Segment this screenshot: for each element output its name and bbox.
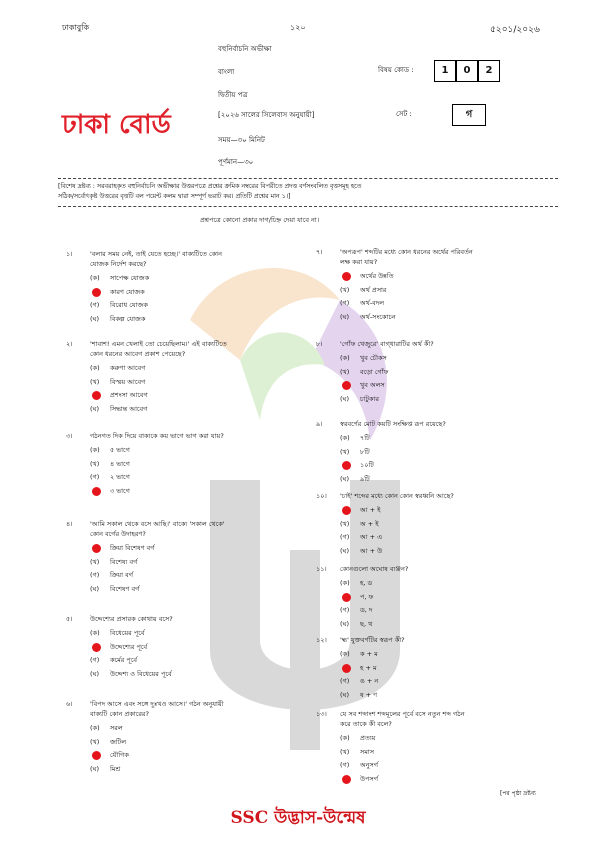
option-text: অর্থের উন্নতি xyxy=(360,272,394,280)
option-letter[interactable]: (ঘ) xyxy=(90,669,100,678)
option-letter[interactable]: (গ) xyxy=(340,677,350,685)
question-text: লক্ষ করা যায়? xyxy=(340,258,378,266)
option-letter[interactable]: (ক) xyxy=(90,364,100,372)
question-number: ১০। xyxy=(316,492,327,500)
answer-bubble-filled[interactable] xyxy=(342,381,351,390)
option-letter[interactable]: (গ) xyxy=(340,761,350,769)
option-letter[interactable]: (ক) xyxy=(90,724,100,732)
option-letter[interactable]: (ঘ) xyxy=(90,404,100,413)
paper-name: দ্বিতীয় পত্র xyxy=(218,91,248,99)
answer-bubble-filled[interactable] xyxy=(342,664,351,673)
option-text: অনুসর্গ xyxy=(360,761,379,769)
subject-code-label: বিষয় কোড : xyxy=(378,66,414,74)
option-letter[interactable]: (খ) xyxy=(90,459,100,468)
question-number: ২। xyxy=(66,340,73,348)
question-number: ৯। xyxy=(316,420,323,428)
option-letter[interactable]: (গ) xyxy=(340,299,350,307)
option-text: হ + ম xyxy=(360,663,377,672)
subject-code-digit: 0 xyxy=(456,60,478,82)
option-text: ড, দ xyxy=(360,606,373,614)
question-text: 'বলার সময় নেই, তাই যেতে হচ্ছে।' বাক্যটিতে কোন xyxy=(90,250,222,258)
subject-code-digit: 2 xyxy=(478,60,500,82)
option-text: বিশেষ্য বর্গ xyxy=(110,557,138,566)
option-letter[interactable]: (খ) xyxy=(340,747,350,756)
option-text: অর্থ-সংকোচন xyxy=(360,312,396,321)
option-text: ৩ ভাগে xyxy=(110,486,130,495)
question-number: ৮। xyxy=(316,340,323,348)
option-text: কারণ যোজক xyxy=(110,287,145,296)
option-letter[interactable]: (ক) xyxy=(340,434,350,442)
option-letter[interactable]: (ঘ) xyxy=(340,474,350,483)
answer-bubble-filled[interactable] xyxy=(92,751,101,760)
option-text: আ + ই xyxy=(360,506,381,514)
option-text: আ + উ xyxy=(360,546,383,555)
question-text: 'গোঁফ খেজুরে' বাগ্‌ধারাটির অর্থ কী? xyxy=(340,340,434,348)
option-letter[interactable]: (খ) xyxy=(340,367,350,376)
option-letter[interactable]: (ঘ) xyxy=(340,619,350,628)
answer-bubble-filled[interactable] xyxy=(342,272,351,281)
page-number: ১২০ xyxy=(290,23,306,32)
option-letter[interactable]: (ঘ) xyxy=(340,394,350,403)
header-left: ঢাকাবুকি xyxy=(62,23,90,32)
question-text: 'বিপদ আসে এবং সঙ্গে দুঃখও আসে।' গঠন অনুযায়ী xyxy=(90,700,224,708)
option-text: বিশেষণ বর্গ xyxy=(110,584,140,593)
option-letter[interactable]: (খ) xyxy=(340,519,350,528)
set-label: সেট : xyxy=(396,110,412,118)
option-text: ৪ ভাগে xyxy=(110,459,130,468)
option-text: ক্রিয়া বর্গ xyxy=(110,571,133,579)
option-text: খুব অলস xyxy=(360,381,385,389)
question-number: ১১। xyxy=(316,565,327,573)
subject-code-digit: 1 xyxy=(434,60,456,82)
option-text: সরল xyxy=(110,724,123,732)
question-number: ১২। xyxy=(316,636,327,644)
answer-bubble-filled[interactable] xyxy=(92,487,101,496)
question-text: উদ্দেশ্যের প্রসারক কোথায় বসে? xyxy=(90,615,173,623)
option-letter[interactable]: (ঘ) xyxy=(90,764,100,773)
question-text: কোন ধরনের আবেগ প্রকাশ পেয়েছে? xyxy=(90,350,186,358)
question-number: ৩। xyxy=(66,432,73,440)
brand-footer: SSC উদ্ভাস-উন্মেষ xyxy=(230,808,366,828)
option-text: জটিল xyxy=(110,737,127,746)
answer-bubble-filled[interactable] xyxy=(92,391,101,400)
divider xyxy=(58,206,558,207)
question-text: 'অপরূপ' শব্দটির মধ্যে কোন ধরনের অর্থের পরিবর্তন xyxy=(340,248,473,256)
option-text: অর্থ প্রসার xyxy=(360,285,387,294)
question-text: 'শাবাশ! এমন খেলাই তো চেয়েছিলাম।' এই বাক্যটিতে xyxy=(90,340,227,348)
option-text: ৫ ভাগে xyxy=(110,446,130,454)
option-letter[interactable]: (খ) xyxy=(340,447,350,456)
question-number: ৭। xyxy=(316,248,323,256)
option-letter[interactable]: (ঘ) xyxy=(340,312,350,321)
option-text: হ, ড xyxy=(360,579,373,587)
option-text: ক্রিয়া বিশেষণ বর্গ xyxy=(110,544,155,552)
option-text: মিশ্র xyxy=(110,764,121,773)
option-letter[interactable]: (গ) xyxy=(90,473,100,481)
syllabus-note: [২০২৬ সালের সিলেবাস অনুযায়ী] xyxy=(218,111,315,119)
instruction-notice xyxy=(58,182,558,202)
option-text: বিরোধ যোজক xyxy=(110,301,148,309)
question-number: ১৩। xyxy=(316,710,327,718)
option-text: ক + ম xyxy=(360,650,378,658)
answer-bubble-filled[interactable] xyxy=(92,288,101,297)
notice-line-2: সঠিক/সর্বোৎকৃষ্ট উত্তরের বৃত্তটি বল পয়েন্ট কলম দ্বারা সম্পূর্ণ ভরাট কর। প্রতিটি প্রশ্নের মান ১।] xyxy=(58,193,291,200)
option-text: অর্থ-বদল xyxy=(360,299,385,307)
answer-bubble-filled[interactable] xyxy=(342,775,351,784)
option-text: সাপেক্ষ যোজক xyxy=(110,274,150,282)
answer-bubble-filled[interactable] xyxy=(92,544,101,553)
option-text: খুব চৌকস xyxy=(360,354,387,362)
option-text: বিস্ময় আবেগ xyxy=(110,377,146,386)
option-letter[interactable]: (খ) xyxy=(90,377,100,386)
option-letter[interactable]: (ক) xyxy=(340,734,350,742)
answer-bubble-filled[interactable] xyxy=(342,593,351,602)
question-text: বাক্যটি কোন প্রকারের? xyxy=(90,710,149,718)
question-text: যে সব শব্দাংশ শব্দমূলের পূর্বে বসে নতুন শব্দ গঠন xyxy=(340,710,465,718)
option-text: উদ্দেশ্য ও বিধেয়ের পূর্বে xyxy=(110,669,172,678)
option-text: বিধেয়ের পূর্বে xyxy=(110,629,145,637)
option-text: সমাস xyxy=(360,747,375,756)
question-number: ৪। xyxy=(66,520,73,528)
board-title: ঢাকা বোর্ড xyxy=(62,110,171,140)
question-text: কোনগুলো অঘোষ ব্যঞ্জন? xyxy=(340,565,409,573)
option-letter[interactable]: (খ) xyxy=(90,737,100,746)
option-letter[interactable]: (ঘ) xyxy=(340,690,350,699)
option-text: প, ফ xyxy=(360,592,374,601)
subject-name: বাংলা xyxy=(218,68,235,76)
option-letter[interactable]: (খ) xyxy=(90,557,100,566)
option-letter[interactable]: (গ) xyxy=(90,571,100,579)
option-text: সিদ্ধান্ত আবেগ xyxy=(110,404,148,413)
watermark-logo xyxy=(150,230,460,750)
question-text: 'হ্ম' যুক্তবর্ণটির স্বরূপ কী? xyxy=(340,636,405,644)
option-text: উপসর্গ xyxy=(360,774,379,783)
option-text: যৌগিক xyxy=(110,751,129,759)
option-letter[interactable]: (ঘ) xyxy=(90,314,100,323)
option-text: ১০টি xyxy=(360,461,374,469)
option-text: প্রত্যয় xyxy=(360,734,376,742)
question-number: ১। xyxy=(66,250,73,258)
option-text: প্রশংসা আবেগ xyxy=(110,391,148,399)
option-letter[interactable]: (ক) xyxy=(90,446,100,454)
option-text: করুণা আবেগ xyxy=(110,364,146,372)
option-letter[interactable]: (ক) xyxy=(340,650,350,658)
answer-bubble-filled[interactable] xyxy=(342,461,351,470)
option-text: উদ্দেশ্যের পূর্বে xyxy=(110,642,148,651)
option-letter[interactable]: (ঘ) xyxy=(90,584,100,593)
question-text: স্বরবর্ণের মোট কয়টি সংক্ষিপ্ত রূপ রয়েছে? xyxy=(340,420,446,428)
option-text: চাটুকার xyxy=(360,394,379,403)
option-text: ৮টি xyxy=(360,447,370,456)
next-page-note: [পর পৃষ্ঠা দ্রষ্টব্য xyxy=(500,790,536,797)
option-text: ঙ + ন xyxy=(360,677,379,685)
option-text: ২ ভাগে xyxy=(110,473,130,481)
question-text: 'চাই' শব্দের মধ্যে কোন কোন স্বরধ্বনি আছে? xyxy=(340,492,454,500)
no-mark-warning: প্রশ্নপত্রে কোনো প্রকার দাগ/চিহ্ন দেয়া যাবে না। xyxy=(200,216,320,224)
option-text: অ + ই xyxy=(360,519,379,528)
question-text: যোজক নির্দেশ করছে? xyxy=(90,260,147,268)
option-letter[interactable]: (খ) xyxy=(340,285,350,294)
option-letter[interactable]: (ঘ) xyxy=(340,546,350,555)
option-letter[interactable]: (ক) xyxy=(340,579,350,587)
option-text: বড়ো গোঁফ xyxy=(360,367,389,376)
exam-code: ৫২০১/২০২৬ xyxy=(490,25,540,35)
option-letter[interactable]: (গ) xyxy=(90,656,100,664)
answer-bubble-filled[interactable] xyxy=(342,506,351,515)
full-marks: পূর্ণমান—৩০ xyxy=(218,158,254,166)
option-letter[interactable]: (গ) xyxy=(340,606,350,614)
question-text: কোন বর্গের উদাহরণ? xyxy=(90,530,146,538)
divider xyxy=(58,178,558,179)
option-letter[interactable]: (গ) xyxy=(340,533,350,541)
option-text: আ + এ xyxy=(360,533,383,541)
question-text: করে তাকে কী বলে? xyxy=(340,720,392,728)
option-text: বিকল্প যোজক xyxy=(110,314,146,323)
question-number: ৫। xyxy=(66,615,73,623)
notice-line-1: [বিশেষ দ্রষ্টব্য : সরবরাহকৃত বহুনির্বাচনি অভীক্ষার উত্তরপত্রে প্রশ্নের ক্রমিক নম্বরের বিপরীতে প্রদত্ত বর্ণসংবলিত বৃত্তসমূহ হতে xyxy=(58,183,362,190)
exam-time: সময়—৩০ মিনিট xyxy=(218,136,265,144)
option-letter[interactable]: (গ) xyxy=(90,301,100,309)
option-letter[interactable]: (ক) xyxy=(90,274,100,282)
question-number: ৬। xyxy=(66,700,73,708)
option-text: ষ + ণ xyxy=(360,690,378,699)
option-text: কর্মের পূর্বে xyxy=(110,656,138,664)
option-text: ছ, থ xyxy=(360,619,373,628)
set-value: গ xyxy=(452,104,486,126)
exam-type: বহুনির্বাচনি অভীক্ষা xyxy=(218,45,272,53)
option-text: ৯টি xyxy=(360,474,370,483)
answer-bubble-filled[interactable] xyxy=(92,643,101,652)
option-letter[interactable]: (ক) xyxy=(340,354,350,362)
question-text: গঠনগত দিক দিয়ে বাক্যকে কয় ভাগে ভাগ করা যায়? xyxy=(90,432,224,440)
question-text: 'আমি সকাল থেকে বসে আছি।' বাক্যে 'সকাল থেকে' xyxy=(90,520,225,528)
option-text: ৭টি xyxy=(360,434,370,442)
option-letter[interactable]: (ক) xyxy=(90,629,100,637)
